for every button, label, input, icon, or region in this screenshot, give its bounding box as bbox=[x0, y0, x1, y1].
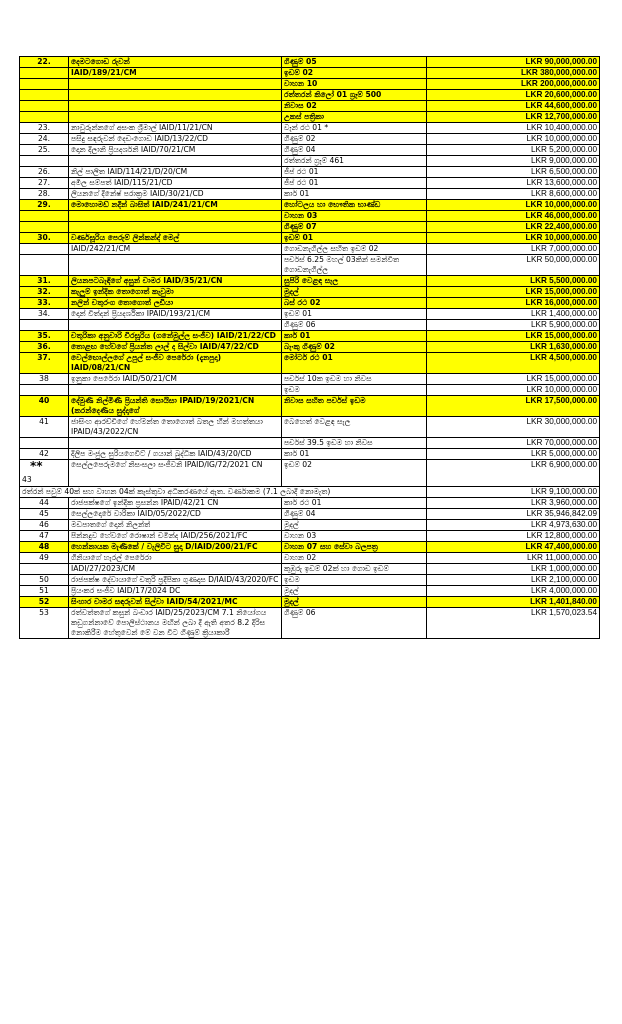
table-row bbox=[20, 233, 600, 244]
asset-cell: කාර් රථ 01 bbox=[282, 498, 427, 509]
row-number-cell bbox=[20, 385, 69, 396]
name-case-cell: නලින් චතුරංග තොගොත් ලඩියා bbox=[69, 298, 282, 309]
asset-cell: ඉඩම් 01 bbox=[282, 233, 427, 244]
table-row bbox=[20, 167, 600, 178]
name-case-cell: පසිදු සඳරුවන් දෙඩංගොඩ IAID/13/22/CD bbox=[69, 134, 282, 145]
name-case-cell: ගිනියාගේ හැරල් පෙරේරා bbox=[69, 553, 282, 564]
amount-cell: LKR 1,400,000.00 bbox=[427, 309, 600, 320]
asset-cell: වාහන 03 bbox=[282, 211, 427, 222]
row-number-cell: 32. bbox=[20, 287, 69, 298]
asset-cell: බස් රථ 02 bbox=[282, 298, 427, 309]
amount-cell: LKR 4,973,630.00 bbox=[427, 520, 600, 531]
name-case-cell: ලියනපටබැඳිගේ අසුන් චාමර IAID/35/21/CN bbox=[69, 276, 282, 287]
name-case-cell: රත්වත්තගේ කසුන් බංඩාර IAID/25/2023/CM 7.1 නියෝගය කඩුගන්නාවේ පොලිස්ථානය මඟින් ලබා දී ඇති අතර 8.2 දිරිස නොකිරීම හේතුවෙන් මේ වන විට ගිණුම් ක්‍රියාකාරී bbox=[69, 608, 282, 639]
amount-cell: LKR 9,000,000.00 bbox=[427, 156, 600, 167]
name-case-cell: චතුරිකා අනුචාරි චිරසූරිය (ගනේමුල්ල සංජීව) IAID/21/22/CD bbox=[69, 331, 282, 342]
table-row bbox=[20, 287, 600, 298]
amount-cell: LKR 13,600,000.00 bbox=[427, 178, 600, 189]
row-number-cell: 35. bbox=[20, 331, 69, 342]
row-number-cell: 25. bbox=[20, 145, 69, 156]
amount-cell: LKR 17,500,000.00 bbox=[427, 396, 600, 417]
table-row bbox=[20, 498, 600, 509]
row-number-cell: 47 bbox=[20, 531, 69, 542]
amount-cell: LKR 10,000,000.00 bbox=[427, 200, 600, 211]
table-row bbox=[20, 320, 600, 331]
asset-cell: පර්චස් 39.5 ඉඩම හා නිවස bbox=[282, 438, 427, 449]
row-number-cell bbox=[20, 320, 69, 331]
name-case-cell: IAID/242/21/CM bbox=[69, 244, 282, 255]
amount-cell: LKR 10,400,000.00 bbox=[427, 123, 600, 134]
row-number-cell: 49 bbox=[20, 553, 69, 564]
table-row bbox=[20, 509, 600, 520]
asset-cell: ගිණුම් 07 bbox=[282, 222, 427, 233]
amount-cell: LKR 15,000,000.00 bbox=[427, 331, 600, 342]
name-case-cell bbox=[69, 112, 282, 123]
amount-cell: LKR 15,000,000.00 bbox=[427, 374, 600, 385]
row-number-cell: 27. bbox=[20, 178, 69, 189]
name-case-cell: පින්නදුව හේවගේ රොෂාන් චමින්ද IAID/256/2021/FC bbox=[69, 531, 282, 542]
table-row bbox=[20, 200, 600, 211]
name-case-cell: මඩපාතගේ දොන් නිලන්ත් bbox=[69, 520, 282, 531]
asset-cell: පර්චස් 6.25 මහල් 03කින් සමන්විත ගොඩනැගිල්ල bbox=[282, 255, 427, 276]
row-number-cell: 26. bbox=[20, 167, 69, 178]
amount-cell: LKR 6,500,000.00 bbox=[427, 167, 600, 178]
row-number-cell: 22. bbox=[20, 57, 69, 68]
table-row bbox=[20, 417, 600, 438]
asset-cell: ඉඩම bbox=[282, 385, 427, 396]
row-number-cell: 52 bbox=[20, 597, 69, 608]
asset-cell: ජීප් රථ 01 bbox=[282, 178, 427, 189]
asset-cell: කාර් 01 bbox=[282, 449, 427, 460]
asset-cell: ගිණුම් 05 bbox=[282, 57, 427, 68]
row-number-cell: 31. bbox=[20, 276, 69, 287]
row-number-cell bbox=[20, 222, 69, 233]
asset-cell: රත්තරන් ග්‍රෑම් 461 bbox=[282, 156, 427, 167]
table-row bbox=[20, 449, 600, 460]
table-row bbox=[20, 101, 600, 112]
amount-cell: LKR 4,000,000.00 bbox=[427, 586, 600, 597]
asset-cell: බැංකු ගිණුම් 02 bbox=[282, 342, 427, 353]
name-case-cell: සිංහාර චාමර සඳරුවන් සිල්වා IAID/54/2021/MC bbox=[69, 597, 282, 608]
name-case-cell bbox=[69, 211, 282, 222]
name-case-cell: තොළඟ හේවගේ ප්‍රියන්ත ලාල් ද සිල්වා IAID/47/22/CD bbox=[69, 342, 282, 353]
table-row bbox=[20, 396, 600, 417]
name-case-cell bbox=[69, 320, 282, 331]
amount-cell: LKR 7,000,000.00 bbox=[427, 244, 600, 255]
name-case-cell: ලියනගේ දිනේෂ් පරාක්‍රම IAID/30/21/CD bbox=[69, 189, 282, 200]
row-number-cell: 28. bbox=[20, 189, 69, 200]
table-row bbox=[20, 57, 600, 68]
name-case-cell: ඉනුකා පෙරේරා IAID/50/21/CM bbox=[69, 374, 282, 385]
table-row bbox=[20, 374, 600, 385]
table-row bbox=[20, 564, 600, 575]
row-number: 43 bbox=[22, 475, 32, 484]
row-number-cell: 48 bbox=[20, 542, 69, 553]
asset-cell: වාහන 03 bbox=[282, 531, 427, 542]
name-case-cell: IADI/27/2023/CM bbox=[69, 564, 282, 575]
name-case-cell: ජාසිංහ ආරච්චිගේ හේමන්ත තොගොත් බතල හීන් මහත්තයා IPAID/43/2022/CN bbox=[69, 417, 282, 438]
amount-cell: LKR 1,570,023.54 bbox=[427, 608, 600, 639]
name-case-cell: දොන් විත්දන් ප්‍රියදර්ශිකා IPAID/193/21/CM bbox=[69, 309, 282, 320]
amount-cell: LKR 5,200,000.00 bbox=[427, 145, 600, 156]
amount-cell: LKR 8,600,000.00 bbox=[427, 189, 600, 200]
asset-cell: ජීප් රථ 01 bbox=[282, 167, 427, 178]
name-case-cell: දිලිප මංජුල සුරියගෙවිට් / ගයාන් බුද්ධික IAID/43/20/CD bbox=[69, 449, 282, 460]
row-number-cell: 33. bbox=[20, 298, 69, 309]
name-case-cell bbox=[69, 438, 282, 449]
row-number-cell bbox=[20, 255, 69, 276]
table-row bbox=[20, 553, 600, 564]
asset-cell: මුදල් bbox=[282, 287, 427, 298]
row-number-cell bbox=[20, 112, 69, 123]
table-row bbox=[20, 178, 600, 189]
asset-cell: වෑන් රථ 01 * bbox=[282, 123, 427, 134]
name-case-cell: දෙමටගොඩ රුවන් bbox=[69, 57, 282, 68]
amount-cell: LKR 16,000,000.00 bbox=[427, 298, 600, 309]
row-number-cell: 44 bbox=[20, 498, 69, 509]
row-number-cell bbox=[20, 211, 69, 222]
amount-cell: LKR 47,400,000.00 bbox=[427, 542, 600, 553]
amount-cell: LKR 1,401,840.00 bbox=[427, 597, 600, 608]
asset-cell: ඉඩම bbox=[282, 575, 427, 586]
table-row bbox=[20, 145, 600, 156]
asset-cell: වාහන 07 සහ සේවා බලපත්‍ර bbox=[282, 542, 427, 553]
asset-cell: වාහන 10 bbox=[282, 79, 427, 90]
asset-cell: බෙහෙත් වෙළඳ සැල bbox=[282, 417, 427, 438]
amount-cell: LKR 50,000,000.00 bbox=[427, 255, 600, 276]
row-number-cell: 37. bbox=[20, 353, 69, 374]
table-row bbox=[20, 90, 600, 101]
asset-table-body bbox=[20, 57, 600, 639]
table-row bbox=[20, 79, 600, 90]
asset-cell: හෝටලය හා භෞතික භාණ්ඩ bbox=[282, 200, 427, 211]
row-number-cell: 36. bbox=[20, 342, 69, 353]
name-case-cell bbox=[69, 90, 282, 101]
name-case-cell: සෙල්ලදොරේ වාරිකා IAID/05/2022/CD bbox=[69, 509, 282, 520]
amount-cell: LKR 12,800,000.00 bbox=[427, 531, 600, 542]
name-case-cell bbox=[69, 222, 282, 233]
amount-cell: LKR 10,000,000.00 bbox=[427, 385, 600, 396]
asset-cell: ගිණුම් 06 bbox=[282, 320, 427, 331]
table-row bbox=[20, 608, 600, 639]
row-number-cell: 41 bbox=[20, 417, 69, 438]
amount-cell: LKR 3,960,000.00 bbox=[427, 498, 600, 509]
name-case-cell: රාජපක්ෂ දේවායාගේ චතුරි ප්‍රදීපිකා ගුණදාස D/IAID/43/2020/FC bbox=[69, 575, 282, 586]
row-number-cell: 50 bbox=[20, 575, 69, 586]
table-row bbox=[20, 353, 600, 374]
row-number-cell bbox=[20, 101, 69, 112]
row-number-cell: 34. bbox=[20, 309, 69, 320]
name-case-cell: මොහොමඩ් නදීන් බාසිත් IAID/241/21/CM bbox=[69, 200, 282, 211]
table-row bbox=[20, 276, 600, 287]
amount-cell: LKR 5,500,000.00 bbox=[427, 276, 600, 287]
name-case-cell: ප්‍රියංකර සංජීව IAID/17/2024 DC bbox=[69, 586, 282, 597]
asset-cell: පර්චස් 10ක ඉඩම හා නිවස bbox=[282, 374, 427, 385]
asset-cell: කුඹුරු ඉඩම් 02ක් හා ගොඩ ඉඩම් bbox=[282, 564, 427, 575]
amount-cell: LKR 5,000,000.00 bbox=[427, 449, 600, 460]
asset-cell: ගිණුම් 04 bbox=[282, 509, 427, 520]
name-case-cell bbox=[69, 79, 282, 90]
table-row bbox=[20, 331, 600, 342]
asset-table bbox=[19, 56, 600, 639]
amount-cell: LKR 20,600,000.00 bbox=[427, 90, 600, 101]
table-row bbox=[20, 586, 600, 597]
name-case-cell: සෙල්ලපෙරුමගේ නිසංසලා සංජීවනි IPAID/IG/72/2021 CN bbox=[69, 460, 282, 487]
row-number-cell: 42 bbox=[20, 449, 69, 460]
asset-cell: මුදල් bbox=[282, 586, 427, 597]
note-cell: රත්රන් පවුම් 40ක් සහ වාහන 04ක් කැස්තුවා අධිකරණයේ ඇත. වර්ණාකම (7.1 ලබාදී නොමැත) bbox=[20, 487, 427, 498]
table-row bbox=[20, 123, 600, 134]
amount-cell: LKR 46,000,000.00 bbox=[427, 211, 600, 222]
asset-cell: සුපිරි වෙළඳ සැල bbox=[282, 276, 427, 287]
amount-cell: LKR 6,900,000.00 bbox=[427, 460, 600, 487]
asset-cell: වාහන 02 bbox=[282, 553, 427, 564]
asset-cell: උකස් පත්‍රිකා bbox=[282, 112, 427, 123]
name-case-cell: රාජපක්ෂගේ ඉන්දික ප්‍රසන්න IPAID/42/21 CN bbox=[69, 498, 282, 509]
amount-cell: LKR 1,630,000.00 bbox=[427, 342, 600, 353]
table-row bbox=[20, 597, 600, 608]
amount-cell: LKR 1,000,000.00 bbox=[427, 564, 600, 575]
amount-cell: LKR 2,100,000.00 bbox=[427, 575, 600, 586]
row-number-cell bbox=[20, 79, 69, 90]
amount-cell: LKR 70,000,000.00 bbox=[427, 438, 600, 449]
row-number-cell bbox=[20, 460, 69, 487]
name-case-cell bbox=[69, 101, 282, 112]
table-row bbox=[20, 189, 600, 200]
table-row bbox=[20, 385, 600, 396]
name-case-cell: හෙන්නායක මැණිකේ / වැලිවිට සුදා D/IAID/200/21/FC bbox=[69, 542, 282, 553]
asset-cell: කාර් 01 bbox=[282, 331, 427, 342]
name-case-cell: කැලුම් ඉන්දික තොගොත් කැවුමා bbox=[69, 287, 282, 298]
amount-cell: LKR 90,000,000.00 bbox=[427, 57, 600, 68]
name-case-cell: දොන දිලානි ප්‍රියදර්ශනි IAID/70/21/CM bbox=[69, 145, 282, 156]
table-row bbox=[20, 222, 600, 233]
table-row bbox=[20, 342, 600, 353]
amount-cell: LKR 22,400,000.00 bbox=[427, 222, 600, 233]
row-number-cell bbox=[20, 90, 69, 101]
row-number-cell: 40 bbox=[20, 396, 69, 417]
amount-cell: LKR 11,000,000.00 bbox=[427, 553, 600, 564]
amount-cell: LKR 10,000,000.00 bbox=[427, 134, 600, 145]
table-row bbox=[20, 438, 600, 449]
row-number-cell: 30. bbox=[20, 233, 69, 244]
row-number-cell: 24. bbox=[20, 134, 69, 145]
table-row bbox=[20, 575, 600, 586]
row-number-cell bbox=[20, 438, 69, 449]
row-number-cell: 38 bbox=[20, 374, 69, 385]
name-case-cell bbox=[69, 255, 282, 276]
asset-cell: නිවාස සහිත පර්චස් ඉඩම bbox=[282, 396, 427, 417]
row-number-cell: 46 bbox=[20, 520, 69, 531]
asset-cell: මුදල් bbox=[282, 597, 427, 608]
name-case-cell: IAID/189/21/CM bbox=[69, 68, 282, 79]
name-case-cell: වර්ණසූරිය පෙරුම් ලින්කන්ද් මෙල් bbox=[69, 233, 282, 244]
table-row bbox=[20, 211, 600, 222]
name-case-cell: නිල් පාලිත IAID/114/21/D/20/CM bbox=[69, 167, 282, 178]
name-case-cell: වෙල්ඟොල්ලගේ උපුල් සංජීව පෙරේරා (දැනපුදා) IAID/08/21/CN bbox=[69, 353, 282, 374]
asset-cell: ගිණුම් 02 bbox=[282, 134, 427, 145]
amount-cell: LKR 4,500,000.00 bbox=[427, 353, 600, 374]
table-row bbox=[20, 487, 600, 498]
table-row bbox=[20, 134, 600, 145]
asset-cell: මුදල් bbox=[282, 520, 427, 531]
name-case-cell: අමිල සම්පත් IAID/115/21/CD bbox=[69, 178, 282, 189]
asset-cell: ඉඩම් 02 bbox=[282, 68, 427, 79]
asset-cell: ගිණුම් 04 bbox=[282, 145, 427, 156]
row-number-cell bbox=[20, 244, 69, 255]
table-row bbox=[20, 520, 600, 531]
amount-cell: LKR 380,000,000.00 bbox=[427, 68, 600, 79]
name-case-cell bbox=[69, 156, 282, 167]
amount-cell: LKR 5,900,000.00 bbox=[427, 320, 600, 331]
name-case-cell: දේමුණි නිල්මිණි ප්‍රියන්ති සොයිසා IPAID/19/2021/CN (කරන්දෙණිය සුද්දාගේ bbox=[69, 396, 282, 417]
row-number-cell bbox=[20, 564, 69, 575]
asterisk-mark: ** bbox=[30, 459, 43, 473]
asset-cell: ඉඩම් 02 bbox=[282, 460, 427, 487]
table-row bbox=[20, 156, 600, 167]
asset-cell: ගිණුම් 06 bbox=[282, 608, 427, 639]
asset-cell: නිවාස 02 bbox=[282, 101, 427, 112]
amount-cell: LKR 200,000,000.00 bbox=[427, 79, 600, 90]
asset-cell: ගොඩනැගිල්ල සහිත ඉඩම් 02 bbox=[282, 244, 427, 255]
row-number-cell: 23. bbox=[20, 123, 69, 134]
row-number-cell bbox=[20, 156, 69, 167]
table-row bbox=[20, 255, 600, 276]
amount-cell: LKR 12,700,000.00 bbox=[427, 112, 600, 123]
amount-cell: LKR 30,000,000.00 bbox=[427, 417, 600, 438]
asset-cell: රත්තරන් කිලෝ 01 ග්‍රෑම් 500 bbox=[282, 90, 427, 101]
amount-cell: LKR 15,000,000.00 bbox=[427, 287, 600, 298]
amount-cell: LKR 35,946,842.09 bbox=[427, 509, 600, 520]
name-case-cell: නාවුරුන්නගේ අසංක ශ්‍රීමාල් IAID/11/21/CN bbox=[69, 123, 282, 134]
asset-cell: කාර් 01 bbox=[282, 189, 427, 200]
asset-cell: මෝටර් රථ 01 bbox=[282, 353, 427, 374]
table-row bbox=[20, 68, 600, 79]
table-row bbox=[20, 542, 600, 553]
amount-cell: LKR 44,600,000.00 bbox=[427, 101, 600, 112]
table-row bbox=[20, 244, 600, 255]
table-row bbox=[20, 309, 600, 320]
table-row bbox=[20, 298, 600, 309]
table-row bbox=[20, 460, 600, 487]
table-row bbox=[20, 112, 600, 123]
table-row bbox=[20, 531, 600, 542]
row-number-cell: 29. bbox=[20, 200, 69, 211]
row-number-cell: 53 bbox=[20, 608, 69, 639]
row-number-cell: 45 bbox=[20, 509, 69, 520]
asset-cell: ඉඩම් 01 bbox=[282, 309, 427, 320]
row-number-cell: 51 bbox=[20, 586, 69, 597]
amount-cell: LKR 10,000,000.00 bbox=[427, 233, 600, 244]
name-case-cell bbox=[69, 385, 282, 396]
row-number-cell bbox=[20, 68, 69, 79]
amount-cell: LKR 9,100,000.00 bbox=[427, 487, 600, 498]
